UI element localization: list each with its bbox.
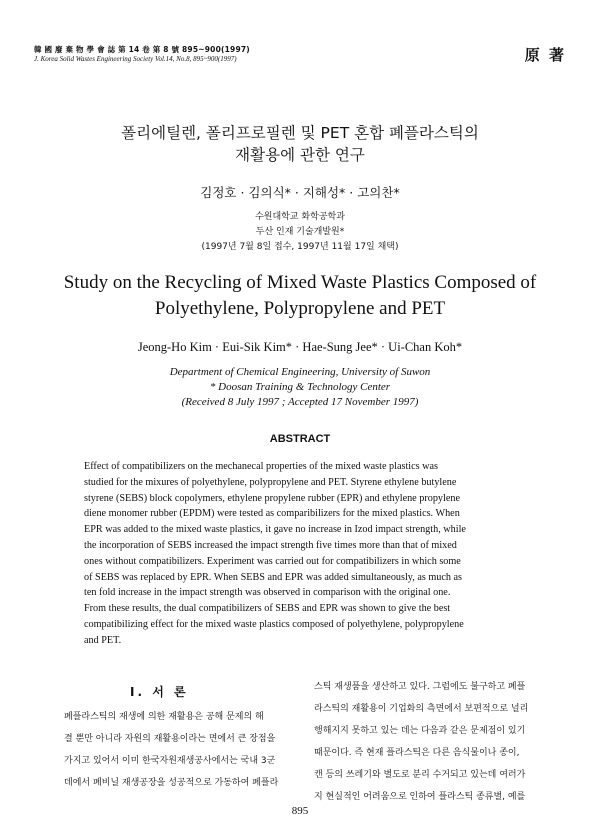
abstract-line: ten fold increase in the impact strength was observed in comparison with the original one. bbox=[84, 587, 451, 599]
body-line: 라스틱의 재활용이 기업화의 측면에서 보편적으로 널리 bbox=[314, 704, 529, 714]
english-title-line2: Polyethylene, Polypropylene and PET bbox=[154, 298, 446, 319]
journal-header-english: J. Korea Solid Wastes Engineering Society Vol.14, No.8, 895~900(1997) bbox=[34, 55, 237, 63]
korean-affiliation-1: 수원대학교 화학공학과 bbox=[255, 212, 345, 222]
body-line: 캔 등의 쓰레기와 별도로 분리 수거되고 있는데 여러가 bbox=[314, 770, 526, 780]
abstract-body bbox=[84, 459, 530, 649]
body-line: 행해지지 못하고 있는 데는 다음과 같은 문제점이 있기 bbox=[314, 726, 526, 736]
korean-affiliation-2: 두산 인재 기술개발원* bbox=[255, 227, 345, 237]
body-line: 폐플라스틱의 재생에 의한 재활용은 공해 문제의 해 bbox=[64, 712, 264, 722]
body-line: 데에서 폐비닐 재생공장을 성공적으로 가동하여 폐플라 bbox=[64, 778, 279, 788]
body-line: 결 뿐만 아니라 자원의 재활용이라는 면에서 큰 장점을 bbox=[64, 734, 276, 744]
english-affiliation-2: * Doosan Training & Technology Center bbox=[209, 381, 391, 393]
abstract-line: studied for the mixures of polyethylene, polypropylene and PET. Styrene ethylene butylene bbox=[84, 476, 457, 488]
body-column-right bbox=[314, 676, 548, 808]
body-line: 가지고 있어서 이미 한국자원재생공사에서는 국내 3군 bbox=[64, 756, 276, 766]
abstract-line: the incorporation of SEBS increased the impact strength five times more than that of mixed bbox=[84, 539, 457, 551]
english-title-line1: Study on the Recycling of Mixed Waste Plastics Composed of bbox=[63, 272, 537, 293]
korean-authors: 김정호 · 김의식* · 지해성* · 고의찬* bbox=[200, 185, 400, 200]
journal-header-korean: 韓 國 廢 棄 物 學 會 誌 第 14 卷 第 8 號 895~900(1997) bbox=[34, 45, 250, 54]
abstract-line: From these results, the dual compatibilizers of SEBS and EPR was shown to give the best bbox=[84, 603, 451, 615]
english-dates: (Received 8 July 1997 ; Accepted 17 November 1997) bbox=[181, 396, 419, 408]
abstract-line: Effect of compatibilizers on the mechanecal properties of the mixed waste plastics was bbox=[84, 461, 438, 472]
body-line: 때문이다. 즉 현재 플라스틱은 다른 음식물이나 종이, bbox=[314, 748, 520, 758]
abstract-line: ones without compatibilizers. Experiment was carried out for compatibilizers in which some bbox=[84, 555, 461, 567]
abstract-line: EPR was added to the mixed waste plastics, it gave no increase in Izod impact strength, while bbox=[84, 524, 466, 536]
abstract-line: and PET. bbox=[84, 634, 122, 646]
korean-title-line1: 폴리에틸렌, 폴리프로필렌 및 PET 혼합 폐플라스틱의 bbox=[121, 124, 479, 142]
korean-dates: (1997년 7월 8일 접수, 1997년 11월 17일 채택) bbox=[201, 242, 399, 252]
abstract-line: styrene (SEBS) block copolymers, ethylene propylene rubber (EPR) and ethylene propylene bbox=[84, 492, 460, 504]
body-line: 스틱 재생품을 생산하고 있다. 그럼에도 불구하고 폐플 bbox=[314, 682, 526, 692]
page-number: 895 bbox=[291, 805, 309, 817]
abstract-heading: ABSTRACT bbox=[269, 433, 331, 445]
abstract-line: compatibilizing effect for the mixed waste plastics composed of polyethylene, polypropylene bbox=[84, 618, 464, 630]
english-authors: Jeong-Ho Kim · Eui-Sik Kim* · Hae-Sung Jee* · Ui-Chan Koh* bbox=[137, 340, 463, 354]
article-type-label: 原 著 bbox=[524, 46, 566, 64]
abstract-line: diene monomer rubber (EPDM) were tested as comparibilizers for the mixed plastics. When bbox=[84, 508, 460, 520]
korean-title-line2: 재활용에 관한 연구 bbox=[235, 146, 365, 164]
abstract-line: of SEBS was replaced by EPR. When SEBS and EPR was added simultaneously, as much as bbox=[84, 571, 463, 583]
section-heading-introduction: I. 서 론 bbox=[130, 685, 189, 699]
english-affiliation-1: Department of Chemical Engineering, University of Suwon bbox=[169, 366, 431, 378]
body-column-left bbox=[64, 706, 288, 794]
body-line: 지 현실적인 어려움으로 인하여 플라스틱 종류별, 예를 bbox=[314, 792, 526, 802]
